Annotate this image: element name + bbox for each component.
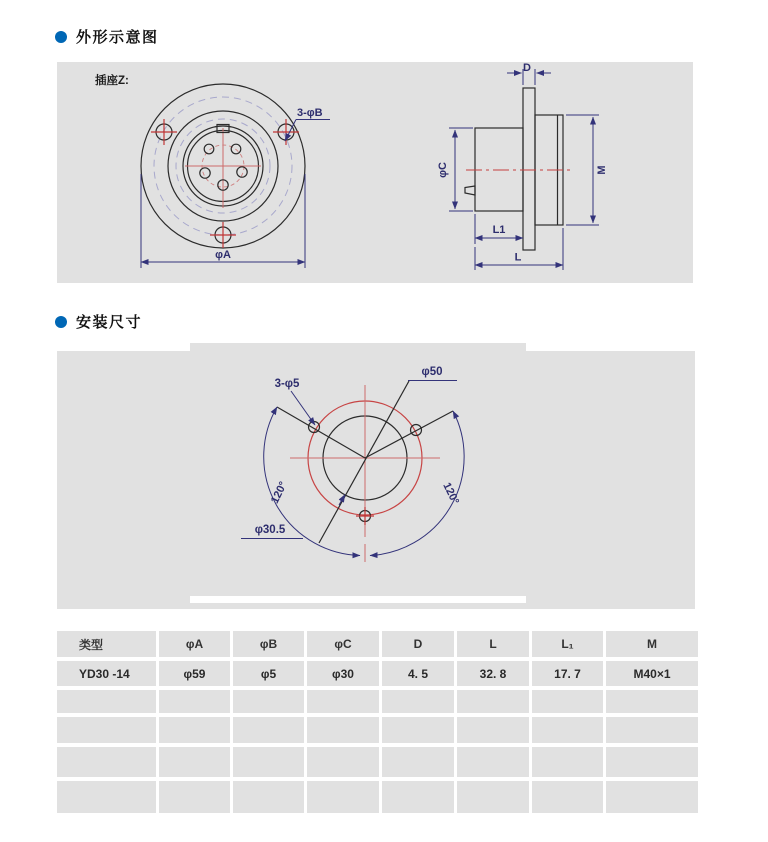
- spec-table-cell: [457, 717, 529, 743]
- spec-table-cell: [57, 747, 156, 777]
- spec-table-cell: [382, 781, 454, 813]
- spec-table-cell: 17. 7: [532, 661, 603, 686]
- front-dia-label: φA: [215, 249, 231, 261]
- spec-table-cell: M40×1: [606, 661, 698, 686]
- spec-table-header-cell: φB: [233, 631, 304, 657]
- spec-table-header-cell: M: [606, 631, 698, 657]
- side-l1-label: L1: [492, 224, 506, 236]
- spec-table-cell: YD30 -14: [57, 661, 156, 686]
- spec-table-cell: [57, 781, 156, 813]
- section-heading-install: [55, 311, 142, 332]
- flange: [523, 88, 535, 250]
- spec-table-cell: [382, 717, 454, 743]
- dim-d: [507, 62, 551, 85]
- spec-table-cell: [307, 690, 379, 713]
- section-title-outline: 外形示意图: [76, 29, 159, 46]
- spec-table-cell: [307, 781, 379, 813]
- spec-table-cell: [457, 690, 529, 713]
- spec-table-cell: [532, 747, 603, 777]
- spec-table-cell: φ30: [307, 661, 379, 686]
- side-view: [437, 62, 608, 270]
- side-l-label: L: [514, 251, 522, 264]
- side-m-label: M: [596, 165, 608, 175]
- solder-tab: [465, 186, 475, 195]
- install-panel: [57, 351, 695, 609]
- spec-table-cell: φ5: [233, 661, 304, 686]
- spec-table-cell: [233, 717, 304, 743]
- outline-drawing: [57, 62, 693, 283]
- center-hole-label: φ30.5: [254, 524, 286, 536]
- side-phi-c-label: φC: [437, 162, 449, 178]
- side-d-label: D: [523, 62, 531, 74]
- spec-table-cell: [382, 690, 454, 713]
- spec-table-cell: 4. 5: [382, 661, 454, 686]
- spec-table-cell: [159, 690, 230, 713]
- spec-table-cell: [532, 690, 603, 713]
- install-drawing: [57, 351, 695, 609]
- spec-table-cell: [233, 747, 304, 777]
- angle-left-label: 120°: [268, 479, 290, 506]
- bullet-icon: [55, 316, 67, 328]
- socket-label: 插座Z:: [95, 75, 129, 87]
- spec-table-cell: [57, 690, 156, 713]
- angle-right-label: 120°: [440, 480, 462, 507]
- spec-table-cell: [382, 747, 454, 777]
- outline-panel: [57, 62, 693, 283]
- install-holes-label: 3-φ5: [274, 378, 300, 390]
- spec-table-cell: [606, 690, 698, 713]
- bullet-icon: [55, 31, 67, 43]
- spec-table-header-cell: L: [457, 631, 529, 657]
- front-view: [141, 84, 330, 268]
- spec-table-cell: [532, 781, 603, 813]
- spec-table-cell: [159, 781, 230, 813]
- spec-table-cell: [159, 747, 230, 777]
- spec-table-cell: [307, 717, 379, 743]
- spec-table-header-cell: D: [382, 631, 454, 657]
- section-heading-outline: [55, 26, 159, 47]
- spec-table-cell: [606, 781, 698, 813]
- spec-table-cell: [233, 690, 304, 713]
- spec-table-header-cell: φA: [159, 631, 230, 657]
- spec-table-cell: [457, 781, 529, 813]
- spec-table-cell: [606, 747, 698, 777]
- spec-table-cell: [57, 717, 156, 743]
- install-panel-notch: [190, 596, 526, 603]
- dim-l1: [475, 214, 523, 244]
- spec-table: [57, 631, 698, 813]
- spec-table-header-cell: 类型: [57, 631, 156, 657]
- front-mount-holes-label: 3-φB: [297, 107, 323, 119]
- section-title-install: 安装尺寸: [76, 314, 143, 331]
- dim-l: [475, 228, 563, 270]
- dim-m: [566, 115, 608, 225]
- spec-table-cell: [606, 717, 698, 743]
- spec-table-cell: 32. 8: [457, 661, 529, 686]
- spec-table-cell: [307, 747, 379, 777]
- spec-table-cell: [532, 717, 603, 743]
- spec-table-cell: φ59: [159, 661, 230, 686]
- spec-table-header-cell: L₁: [532, 631, 603, 657]
- spec-table-cell: [457, 747, 529, 777]
- spec-table-cell: [159, 717, 230, 743]
- bolt-circle-label: φ50: [421, 366, 443, 378]
- spec-table-header-cell: φC: [307, 631, 379, 657]
- spec-table-cell: [233, 781, 304, 813]
